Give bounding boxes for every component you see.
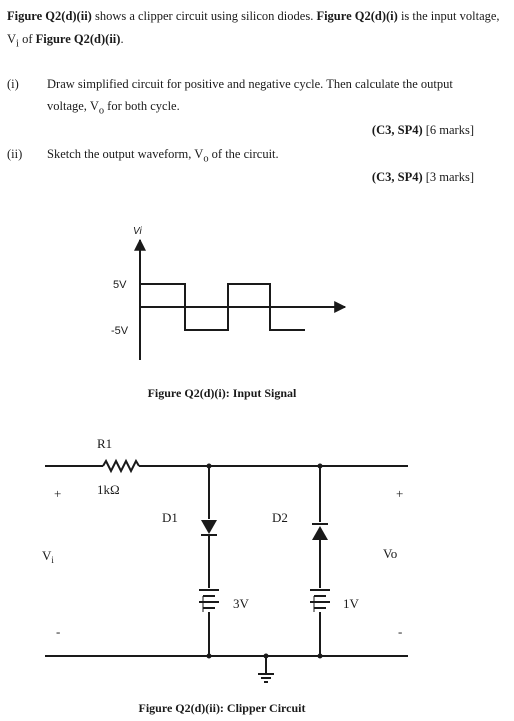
output-plus-label: + (396, 486, 404, 501)
battery-3v-label: 3V (233, 596, 249, 611)
high-level-label: 5V (113, 279, 127, 291)
junction-dot (264, 654, 269, 659)
junction-dot (318, 464, 323, 469)
figure-ref: Figure Q2(d)(ii) (7, 9, 92, 23)
intro-paragraph: Figure Q2(d)(ii) shows a clipper circuit using silicon diodes. Figure Q2(d)(i) is the input voltage, $V_i$ of Figure Q2(d)(ii). (7, 9, 500, 50)
figure-caption: Figure Q2(d)(ii): Clipper Circuit (138, 701, 306, 715)
junction-dot (207, 464, 212, 469)
input-plus-label: + (54, 486, 62, 501)
d1-label: D1 (162, 510, 178, 525)
vi-axis-label: Vi (133, 226, 142, 237)
diode-d1 (201, 520, 217, 535)
battery-1v-label: 1V (343, 596, 359, 611)
r1-label: R1 (97, 436, 113, 451)
question-number: (ii) (7, 147, 23, 161)
junction-dot (207, 654, 212, 659)
junction-dot (318, 654, 323, 659)
figure-ref: Figure Q2(d)(i) (316, 9, 398, 23)
r1-value-label: 1kΩ (97, 482, 120, 497)
figure-ref: Figure Q2(d)(ii) (35, 32, 121, 46)
output-minus-label: - (398, 624, 403, 639)
input-minus-label: - (56, 624, 61, 639)
diode-d2 (312, 524, 328, 540)
battery-1v (310, 590, 330, 612)
question-text: Draw simplified circuit for positive and negative cycle. Then calculate the output voltage, $V_o$ for both cycle. (47, 77, 453, 117)
d2-label: D2 (272, 510, 288, 525)
battery-3v (199, 590, 219, 612)
figure-caption: Figure Q2(d)(i): Input Signal (147, 386, 297, 400)
low-level-label: -5V (111, 325, 129, 337)
vout-label: Vo (383, 546, 398, 561)
vin-label: $V_i$ (42, 548, 54, 565)
marks-label: (C3, SP4) [6 marks] (371, 123, 474, 137)
marks-label: (C3, SP4) [3 marks] (371, 170, 474, 184)
question-text: Sketch the output waveform, $V_o$ of the circuit. (47, 147, 279, 165)
resistor-r1 (103, 461, 139, 471)
question-number: (i) (7, 77, 19, 91)
